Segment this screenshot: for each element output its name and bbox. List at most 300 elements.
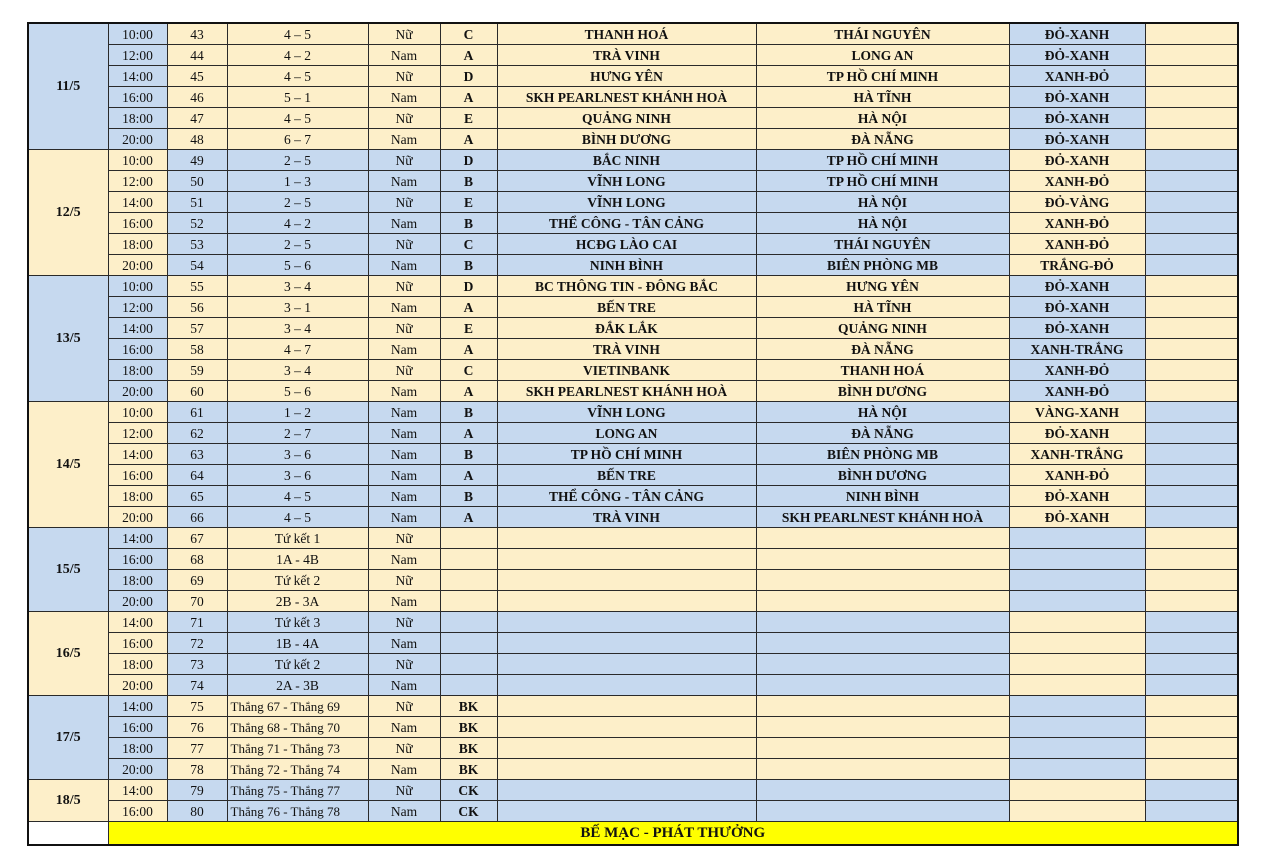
time-cell: 18:00 — [108, 486, 167, 507]
team-1-cell: LONG AN — [497, 423, 756, 444]
group-cell: BK — [440, 738, 497, 759]
match-no-cell: 67 — [167, 528, 227, 549]
team-1-cell — [497, 549, 756, 570]
gender-cell: Nam — [368, 171, 440, 192]
time-cell: 18:00 — [108, 570, 167, 591]
note-cell — [1145, 87, 1238, 108]
note-cell — [1145, 423, 1238, 444]
time-cell: 20:00 — [108, 759, 167, 780]
table-row — [28, 759, 1238, 780]
team-1-cell: VĨNH LONG — [497, 402, 756, 423]
team-2-cell: TP HỒ CHÍ MINH — [756, 66, 1009, 87]
team-1-cell — [497, 801, 756, 822]
team-1-cell — [497, 696, 756, 717]
closing-row — [28, 822, 1238, 846]
round-cell: 5 – 6 — [227, 255, 368, 276]
round-cell: Thắng 76 - Thắng 78 — [227, 801, 368, 822]
round-cell: Tứ kết 2 — [227, 570, 368, 591]
match-no-cell: 62 — [167, 423, 227, 444]
round-cell: 3 – 4 — [227, 360, 368, 381]
team-1-cell — [497, 675, 756, 696]
note-cell — [1145, 570, 1238, 591]
time-cell: 14:00 — [108, 612, 167, 633]
gender-cell: Nữ — [368, 612, 440, 633]
table-row — [28, 318, 1238, 339]
note-cell — [1145, 759, 1238, 780]
match-no-cell: 51 — [167, 192, 227, 213]
gender-cell: Nam — [368, 423, 440, 444]
time-cell: 16:00 — [108, 549, 167, 570]
colors-cell — [1009, 549, 1145, 570]
match-no-cell: 58 — [167, 339, 227, 360]
team-2-cell: HÀ NỘI — [756, 108, 1009, 129]
day-date-cell: 11/5 — [28, 23, 108, 150]
colors-cell: VÀNG-XANH — [1009, 402, 1145, 423]
time-cell: 10:00 — [108, 402, 167, 423]
table-row — [28, 486, 1238, 507]
team-1-cell: BẾN TRE — [497, 297, 756, 318]
team-1-cell — [497, 717, 756, 738]
round-cell: Tứ kết 1 — [227, 528, 368, 549]
gender-cell: Nam — [368, 717, 440, 738]
team-2-cell — [756, 738, 1009, 759]
colors-cell: XANH-ĐỎ — [1009, 360, 1145, 381]
note-cell — [1145, 234, 1238, 255]
gender-cell: Nữ — [368, 192, 440, 213]
group-cell: B — [440, 486, 497, 507]
colors-cell — [1009, 717, 1145, 738]
time-cell: 14:00 — [108, 528, 167, 549]
time-cell: 16:00 — [108, 801, 167, 822]
table-row — [28, 738, 1238, 759]
note-cell — [1145, 66, 1238, 87]
table-row — [28, 129, 1238, 150]
team-2-cell — [756, 549, 1009, 570]
team-1-cell — [497, 780, 756, 801]
gender-cell: Nữ — [368, 276, 440, 297]
round-cell: 2A - 3B — [227, 675, 368, 696]
match-no-cell: 60 — [167, 381, 227, 402]
note-cell — [1145, 654, 1238, 675]
note-cell — [1145, 360, 1238, 381]
team-1-cell — [497, 591, 756, 612]
group-cell: BK — [440, 696, 497, 717]
note-cell — [1145, 381, 1238, 402]
gender-cell: Nam — [368, 759, 440, 780]
team-1-cell: THANH HOÁ — [497, 23, 756, 45]
colors-cell: XANH-TRẮNG — [1009, 339, 1145, 360]
team-2-cell — [756, 612, 1009, 633]
colors-cell: ĐỎ-XANH — [1009, 318, 1145, 339]
round-cell: 4 – 2 — [227, 45, 368, 66]
colors-cell — [1009, 780, 1145, 801]
day-date-cell: 15/5 — [28, 528, 108, 612]
gender-cell: Nam — [368, 675, 440, 696]
table-row — [28, 675, 1238, 696]
team-2-cell: HÀ NỘI — [756, 213, 1009, 234]
team-2-cell: ĐÀ NẴNG — [756, 129, 1009, 150]
group-cell: BK — [440, 759, 497, 780]
team-1-cell: TRÀ VINH — [497, 339, 756, 360]
note-cell — [1145, 444, 1238, 465]
colors-cell: ĐỎ-XANH — [1009, 423, 1145, 444]
team-2-cell: NINH BÌNH — [756, 486, 1009, 507]
day-date-cell: 16/5 — [28, 612, 108, 696]
time-cell: 20:00 — [108, 591, 167, 612]
match-no-cell: 49 — [167, 150, 227, 171]
round-cell: 3 – 6 — [227, 465, 368, 486]
team-2-cell: BÌNH DƯƠNG — [756, 465, 1009, 486]
round-cell: 6 – 7 — [227, 129, 368, 150]
team-2-cell: BÌNH DƯƠNG — [756, 381, 1009, 402]
colors-cell: TRẮNG-ĐỎ — [1009, 255, 1145, 276]
gender-cell: Nữ — [368, 738, 440, 759]
group-cell: C — [440, 360, 497, 381]
match-no-cell: 76 — [167, 717, 227, 738]
time-cell: 18:00 — [108, 654, 167, 675]
match-no-cell: 64 — [167, 465, 227, 486]
team-1-cell: BÌNH DƯƠNG — [497, 129, 756, 150]
colors-cell: ĐỎ-VÀNG — [1009, 192, 1145, 213]
match-no-cell: 73 — [167, 654, 227, 675]
table-row — [28, 633, 1238, 654]
time-cell: 16:00 — [108, 633, 167, 654]
group-cell — [440, 549, 497, 570]
gender-cell: Nam — [368, 465, 440, 486]
group-cell: A — [440, 87, 497, 108]
closing-ceremony-banner: BẾ MẠC - PHÁT THƯỞNG — [108, 822, 1238, 846]
colors-cell: ĐỎ-XANH — [1009, 129, 1145, 150]
round-cell: 4 – 5 — [227, 23, 368, 45]
colors-cell — [1009, 801, 1145, 822]
gender-cell: Nữ — [368, 108, 440, 129]
time-cell: 12:00 — [108, 297, 167, 318]
colors-cell — [1009, 612, 1145, 633]
time-cell: 18:00 — [108, 108, 167, 129]
colors-cell: XANH-ĐỎ — [1009, 465, 1145, 486]
colors-cell: ĐỎ-XANH — [1009, 297, 1145, 318]
team-2-cell: ĐÀ NẴNG — [756, 423, 1009, 444]
colors-cell: XANH-ĐỎ — [1009, 171, 1145, 192]
group-cell: B — [440, 213, 497, 234]
note-cell — [1145, 780, 1238, 801]
round-cell: Thắng 67 - Thắng 69 — [227, 696, 368, 717]
group-cell: A — [440, 381, 497, 402]
match-no-cell: 71 — [167, 612, 227, 633]
round-cell: 3 – 4 — [227, 318, 368, 339]
note-cell — [1145, 23, 1238, 45]
match-no-cell: 45 — [167, 66, 227, 87]
gender-cell: Nam — [368, 549, 440, 570]
gender-cell: Nữ — [368, 318, 440, 339]
team-2-cell: THANH HOÁ — [756, 360, 1009, 381]
gender-cell: Nam — [368, 87, 440, 108]
match-no-cell: 59 — [167, 360, 227, 381]
gender-cell: Nam — [368, 255, 440, 276]
colors-cell — [1009, 759, 1145, 780]
team-2-cell: HÀ NỘI — [756, 192, 1009, 213]
note-cell — [1145, 633, 1238, 654]
time-cell: 20:00 — [108, 255, 167, 276]
match-no-cell: 65 — [167, 486, 227, 507]
table-row — [28, 549, 1238, 570]
team-1-cell: BC THÔNG TIN - ĐÔNG BẮC — [497, 276, 756, 297]
table-row — [28, 192, 1238, 213]
team-2-cell: TP HỒ CHÍ MINH — [756, 171, 1009, 192]
note-cell — [1145, 465, 1238, 486]
group-cell — [440, 633, 497, 654]
match-no-cell: 77 — [167, 738, 227, 759]
table-row — [28, 423, 1238, 444]
colors-cell: XANH-ĐỎ — [1009, 213, 1145, 234]
group-cell: BK — [440, 717, 497, 738]
team-1-cell: HƯNG YÊN — [497, 66, 756, 87]
team-2-cell — [756, 780, 1009, 801]
match-no-cell: 61 — [167, 402, 227, 423]
note-cell — [1145, 402, 1238, 423]
team-1-cell: VIETINBANK — [497, 360, 756, 381]
group-cell: B — [440, 255, 497, 276]
closing-spacer — [28, 822, 108, 846]
match-no-cell: 44 — [167, 45, 227, 66]
group-cell: A — [440, 507, 497, 528]
gender-cell: Nam — [368, 633, 440, 654]
group-cell: D — [440, 150, 497, 171]
note-cell — [1145, 549, 1238, 570]
round-cell: 2 – 5 — [227, 150, 368, 171]
team-2-cell: SKH PEARLNEST KHÁNH HOÀ — [756, 507, 1009, 528]
time-cell: 20:00 — [108, 675, 167, 696]
group-cell — [440, 612, 497, 633]
team-2-cell — [756, 633, 1009, 654]
match-no-cell: 47 — [167, 108, 227, 129]
group-cell: D — [440, 66, 497, 87]
time-cell: 18:00 — [108, 360, 167, 381]
note-cell — [1145, 486, 1238, 507]
colors-cell — [1009, 696, 1145, 717]
group-cell — [440, 654, 497, 675]
note-cell — [1145, 528, 1238, 549]
group-cell: A — [440, 339, 497, 360]
team-1-cell: VĨNH LONG — [497, 192, 756, 213]
round-cell: 2 – 5 — [227, 234, 368, 255]
match-no-cell: 74 — [167, 675, 227, 696]
round-cell: 1 – 3 — [227, 171, 368, 192]
table-row — [28, 339, 1238, 360]
note-cell — [1145, 801, 1238, 822]
group-cell: A — [440, 465, 497, 486]
gender-cell: Nữ — [368, 570, 440, 591]
note-cell — [1145, 213, 1238, 234]
colors-cell: XANH-ĐỎ — [1009, 234, 1145, 255]
note-cell — [1145, 717, 1238, 738]
schedule-body — [28, 23, 1238, 845]
round-cell: 4 – 5 — [227, 486, 368, 507]
colors-cell: ĐỎ-XANH — [1009, 45, 1145, 66]
colors-cell: XANH-ĐỎ — [1009, 66, 1145, 87]
round-cell: 2 – 5 — [227, 192, 368, 213]
table-row — [28, 402, 1238, 423]
day-date-cell: 13/5 — [28, 276, 108, 402]
team-1-cell: THỂ CÔNG - TÂN CẢNG — [497, 486, 756, 507]
match-no-cell: 80 — [167, 801, 227, 822]
team-2-cell — [756, 717, 1009, 738]
time-cell: 20:00 — [108, 129, 167, 150]
match-no-cell: 53 — [167, 234, 227, 255]
note-cell — [1145, 192, 1238, 213]
team-2-cell: HÀ TĨNH — [756, 87, 1009, 108]
gender-cell: Nữ — [368, 234, 440, 255]
match-no-cell: 70 — [167, 591, 227, 612]
time-cell: 16:00 — [108, 717, 167, 738]
note-cell — [1145, 150, 1238, 171]
gender-cell: Nữ — [368, 654, 440, 675]
gender-cell: Nữ — [368, 66, 440, 87]
time-cell: 20:00 — [108, 381, 167, 402]
table-row — [28, 507, 1238, 528]
gender-cell: Nữ — [368, 528, 440, 549]
team-1-cell — [497, 738, 756, 759]
group-cell: A — [440, 129, 497, 150]
team-2-cell: BIÊN PHÒNG MB — [756, 255, 1009, 276]
match-no-cell: 50 — [167, 171, 227, 192]
team-1-cell — [497, 612, 756, 633]
note-cell — [1145, 276, 1238, 297]
colors-cell — [1009, 633, 1145, 654]
team-1-cell: SKH PEARLNEST KHÁNH HOÀ — [497, 87, 756, 108]
table-row — [28, 66, 1238, 87]
gender-cell: Nữ — [368, 150, 440, 171]
group-cell: CK — [440, 801, 497, 822]
team-1-cell — [497, 633, 756, 654]
gender-cell: Nữ — [368, 360, 440, 381]
day-date-cell: 12/5 — [28, 150, 108, 276]
team-2-cell — [756, 654, 1009, 675]
time-cell: 18:00 — [108, 234, 167, 255]
round-cell: 2B - 3A — [227, 591, 368, 612]
team-2-cell: BIÊN PHÒNG MB — [756, 444, 1009, 465]
group-cell — [440, 528, 497, 549]
round-cell: 4 – 5 — [227, 108, 368, 129]
table-row — [28, 780, 1238, 801]
time-cell: 14:00 — [108, 444, 167, 465]
team-1-cell — [497, 654, 756, 675]
team-1-cell: TP HỒ CHÍ MINH — [497, 444, 756, 465]
table-row — [28, 45, 1238, 66]
round-cell: 4 – 2 — [227, 213, 368, 234]
time-cell: 14:00 — [108, 66, 167, 87]
time-cell: 10:00 — [108, 276, 167, 297]
match-no-cell: 55 — [167, 276, 227, 297]
time-cell: 12:00 — [108, 423, 167, 444]
match-no-cell: 46 — [167, 87, 227, 108]
note-cell — [1145, 297, 1238, 318]
round-cell: Thắng 75 - Thắng 77 — [227, 780, 368, 801]
team-2-cell — [756, 528, 1009, 549]
day-date-cell: 14/5 — [28, 402, 108, 528]
match-no-cell: 75 — [167, 696, 227, 717]
gender-cell: Nam — [368, 381, 440, 402]
group-cell: A — [440, 45, 497, 66]
team-2-cell — [756, 759, 1009, 780]
colors-cell: XANH-TRẮNG — [1009, 444, 1145, 465]
team-2-cell — [756, 801, 1009, 822]
team-2-cell: QUẢNG NINH — [756, 318, 1009, 339]
time-cell: 16:00 — [108, 87, 167, 108]
table-row — [28, 696, 1238, 717]
note-cell — [1145, 738, 1238, 759]
team-1-cell — [497, 759, 756, 780]
time-cell: 14:00 — [108, 696, 167, 717]
time-cell: 16:00 — [108, 213, 167, 234]
colors-cell: ĐỎ-XANH — [1009, 108, 1145, 129]
match-no-cell: 63 — [167, 444, 227, 465]
table-row — [28, 234, 1238, 255]
colors-cell: ĐỎ-XANH — [1009, 276, 1145, 297]
table-row — [28, 23, 1238, 45]
note-cell — [1145, 129, 1238, 150]
colors-cell: ĐỎ-XANH — [1009, 87, 1145, 108]
group-cell: B — [440, 171, 497, 192]
time-cell: 14:00 — [108, 780, 167, 801]
match-no-cell: 78 — [167, 759, 227, 780]
table-row — [28, 717, 1238, 738]
match-no-cell: 54 — [167, 255, 227, 276]
team-2-cell: HƯNG YÊN — [756, 276, 1009, 297]
round-cell: Thắng 72 - Thắng 74 — [227, 759, 368, 780]
group-cell: C — [440, 23, 497, 45]
team-2-cell: ĐÀ NẴNG — [756, 339, 1009, 360]
gender-cell: Nam — [368, 444, 440, 465]
round-cell: 5 – 1 — [227, 87, 368, 108]
colors-cell: ĐỎ-XANH — [1009, 486, 1145, 507]
time-cell: 18:00 — [108, 738, 167, 759]
team-2-cell — [756, 591, 1009, 612]
round-cell: 3 – 1 — [227, 297, 368, 318]
table-row — [28, 276, 1238, 297]
group-cell: CK — [440, 780, 497, 801]
team-2-cell: LONG AN — [756, 45, 1009, 66]
table-row — [28, 528, 1238, 549]
group-cell: A — [440, 423, 497, 444]
group-cell: C — [440, 234, 497, 255]
round-cell: 2 – 7 — [227, 423, 368, 444]
gender-cell: Nữ — [368, 23, 440, 45]
note-cell — [1145, 507, 1238, 528]
note-cell — [1145, 318, 1238, 339]
note-cell — [1145, 108, 1238, 129]
gender-cell: Nam — [368, 507, 440, 528]
colors-cell: ĐỎ-XANH — [1009, 23, 1145, 45]
table-row — [28, 591, 1238, 612]
group-cell: B — [440, 402, 497, 423]
table-row — [28, 465, 1238, 486]
table-row — [28, 801, 1238, 822]
colors-cell — [1009, 738, 1145, 759]
team-1-cell: VĨNH LONG — [497, 171, 756, 192]
time-cell: 10:00 — [108, 150, 167, 171]
group-cell — [440, 591, 497, 612]
gender-cell: Nam — [368, 402, 440, 423]
match-schedule-table — [27, 22, 1239, 846]
day-date-cell: 18/5 — [28, 780, 108, 822]
table-row — [28, 381, 1238, 402]
colors-cell: ĐỎ-XANH — [1009, 507, 1145, 528]
match-no-cell: 79 — [167, 780, 227, 801]
colors-cell — [1009, 570, 1145, 591]
table-row — [28, 108, 1238, 129]
table-row — [28, 654, 1238, 675]
